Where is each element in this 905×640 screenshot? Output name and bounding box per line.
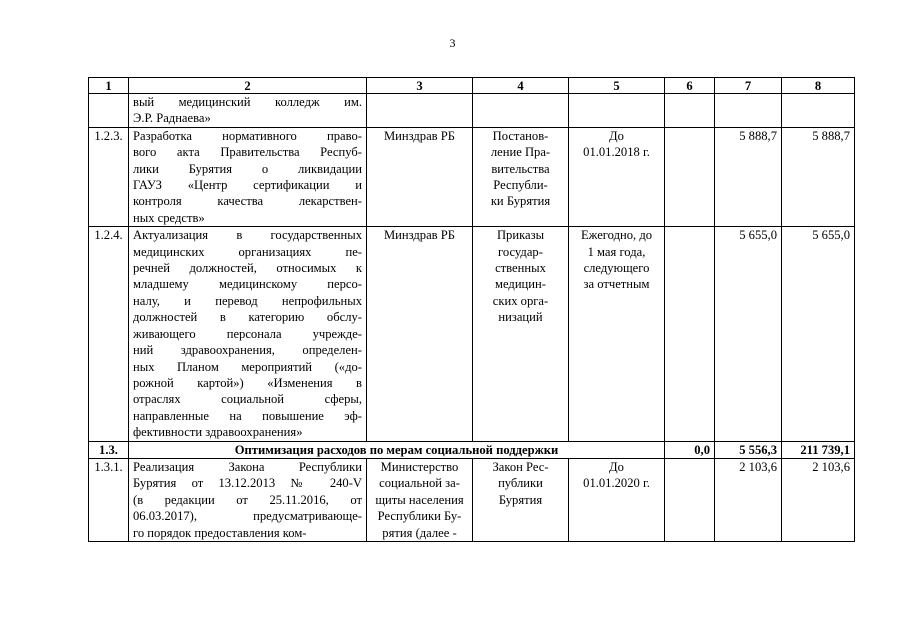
item-number [89, 94, 129, 128]
item-col6 [665, 458, 715, 541]
item-term-line: за отчетным [583, 277, 650, 292]
section-col6: 0,0 [665, 441, 715, 458]
item-executor [367, 94, 473, 128]
item-executor-line: щиты населения [375, 492, 464, 507]
column-header: 5 [569, 78, 665, 94]
item-description-line: Э.Р. Раднаева» [133, 111, 211, 126]
item-description-line: должностей в категорию обслу- [133, 310, 362, 325]
item-description-line: лики Бурятия о ликвидации [133, 161, 362, 176]
item-document-line: ских орга- [492, 293, 549, 308]
item-description-line: отраслях социальной сферы, [133, 392, 362, 407]
item-description-line: Реализация Закона Республики [133, 459, 362, 474]
item-description-line: Актуализация в государственных [133, 228, 362, 243]
item-description-line: рожной картой») «Изменения в [133, 375, 362, 390]
item-description-line: контроля качества лекарствен- [133, 194, 362, 209]
section-number: 1.3. [89, 441, 129, 458]
item-description [129, 127, 367, 226]
item-document-line: медицин- [495, 277, 546, 292]
item-col8: 2 103,6 [782, 458, 855, 541]
item-description-line: вого акта Правительства Респуб- [133, 145, 362, 160]
item-document-line: Бурятия [498, 492, 543, 507]
column-header: 2 [129, 78, 367, 94]
item-description-line: речней должностей, относимых к [133, 261, 362, 276]
item-document-line: ление Пра- [490, 145, 551, 160]
item-description-line: ний здравоохранения, определен- [133, 343, 362, 358]
measures-table [88, 77, 855, 542]
item-term-line: До [609, 128, 624, 143]
item-col8: 5 655,0 [782, 227, 855, 441]
page-number: 3 [449, 36, 456, 50]
item-description-line: Разработка нормативного право- [133, 128, 362, 143]
item-description [129, 94, 367, 128]
item-description-line: младшему медицинскому персо- [133, 277, 362, 292]
item-col8 [782, 94, 855, 128]
item-col6 [665, 127, 715, 226]
item-document-line: публики [498, 476, 543, 491]
column-number-row [89, 78, 855, 94]
item-executor-line: Минздрав РБ [383, 228, 456, 243]
item-term [569, 458, 665, 541]
table-row [89, 458, 855, 541]
item-description-line: живающего персонала учрежде- [133, 326, 362, 341]
item-executor-line: Министерство [380, 459, 459, 474]
item-description-line: ных средств» [133, 210, 205, 225]
item-executor [367, 458, 473, 541]
item-term-line: 01.01.2020 г. [583, 476, 650, 491]
item-description-line: фективности здравоохранения» [133, 425, 303, 440]
item-document-line: Республи- [493, 178, 548, 193]
item-term [569, 227, 665, 441]
item-col7: 2 103,6 [715, 458, 782, 541]
column-header: 7 [715, 78, 782, 94]
item-term-line: Ежегодно, до [580, 228, 653, 243]
item-number: 1.2.3. [89, 127, 129, 226]
item-term-line: 1 мая года, [587, 244, 646, 259]
column-header: 6 [665, 78, 715, 94]
item-col6 [665, 227, 715, 441]
item-col7: 5 655,0 [715, 227, 782, 441]
item-document [473, 94, 569, 128]
item-number: 1.3.1. [89, 458, 129, 541]
item-executor-line: социальной за- [379, 476, 460, 491]
section-col7: 5 556,3 [715, 441, 782, 458]
column-header: 1 [89, 78, 129, 94]
item-term-line: следующего [583, 261, 650, 276]
item-document-line: вительства [491, 161, 550, 176]
item-document-line: низаций [498, 310, 543, 325]
item-document [473, 127, 569, 226]
item-description [129, 227, 367, 441]
item-description-line: направленные на повышение эф- [133, 408, 362, 423]
item-document [473, 458, 569, 541]
column-header: 3 [367, 78, 473, 94]
item-executor [367, 127, 473, 226]
item-description-line: 06.03.2017), предусматривающе- [133, 509, 362, 524]
item-col7: 5 888,7 [715, 127, 782, 226]
item-description-line: ГАУЗ «Центр сертификации и [133, 178, 362, 193]
item-document [473, 227, 569, 441]
item-executor-line: Минздрав РБ [383, 128, 456, 143]
section-row [89, 441, 855, 458]
item-term [569, 94, 665, 128]
table-row [89, 127, 855, 226]
item-number: 1.2.4. [89, 227, 129, 441]
item-col6 [665, 94, 715, 128]
item-executor [367, 227, 473, 441]
item-document-line: ственных [495, 261, 546, 276]
item-col7 [715, 94, 782, 128]
item-document-line: Приказы [496, 228, 545, 243]
item-term-line: 01.01.2018 г. [583, 145, 650, 160]
item-description-line: ных Планом мероприятий («до- [133, 359, 362, 374]
section-title: Оптимизация расходов по мерам социальной поддержки [129, 441, 665, 458]
column-header: 4 [473, 78, 569, 94]
item-col8: 5 888,7 [782, 127, 855, 226]
item-description-line: вый медицинский колледж им. [133, 95, 362, 109]
item-description-line: (в редакции от 25.11.2016, от [133, 492, 362, 507]
item-document-line: Постанов- [492, 128, 549, 143]
item-executor-line: рятия (далее - [382, 525, 457, 540]
column-header: 8 [782, 78, 855, 94]
item-document-line: государ- [498, 244, 543, 259]
item-document-line: Закон Рес- [492, 459, 549, 474]
section-col8: 211 739,1 [782, 441, 855, 458]
item-description-line: Бурятия от 13.12.2013 № 240-V [133, 476, 362, 491]
table-row [89, 94, 855, 128]
item-executor-line: Республики Бу- [377, 509, 462, 524]
item-description-line: го порядок предоставления ком- [133, 525, 307, 540]
table-body [89, 78, 855, 542]
item-description-line: налу, и перевод непрофильных [133, 293, 362, 308]
item-term-line: До [609, 459, 624, 474]
table-row [89, 227, 855, 441]
item-description [129, 458, 367, 541]
item-term [569, 127, 665, 226]
item-description-line: медицинских организациях пе- [133, 244, 362, 259]
item-document-line: ки Бурятия [490, 194, 551, 209]
